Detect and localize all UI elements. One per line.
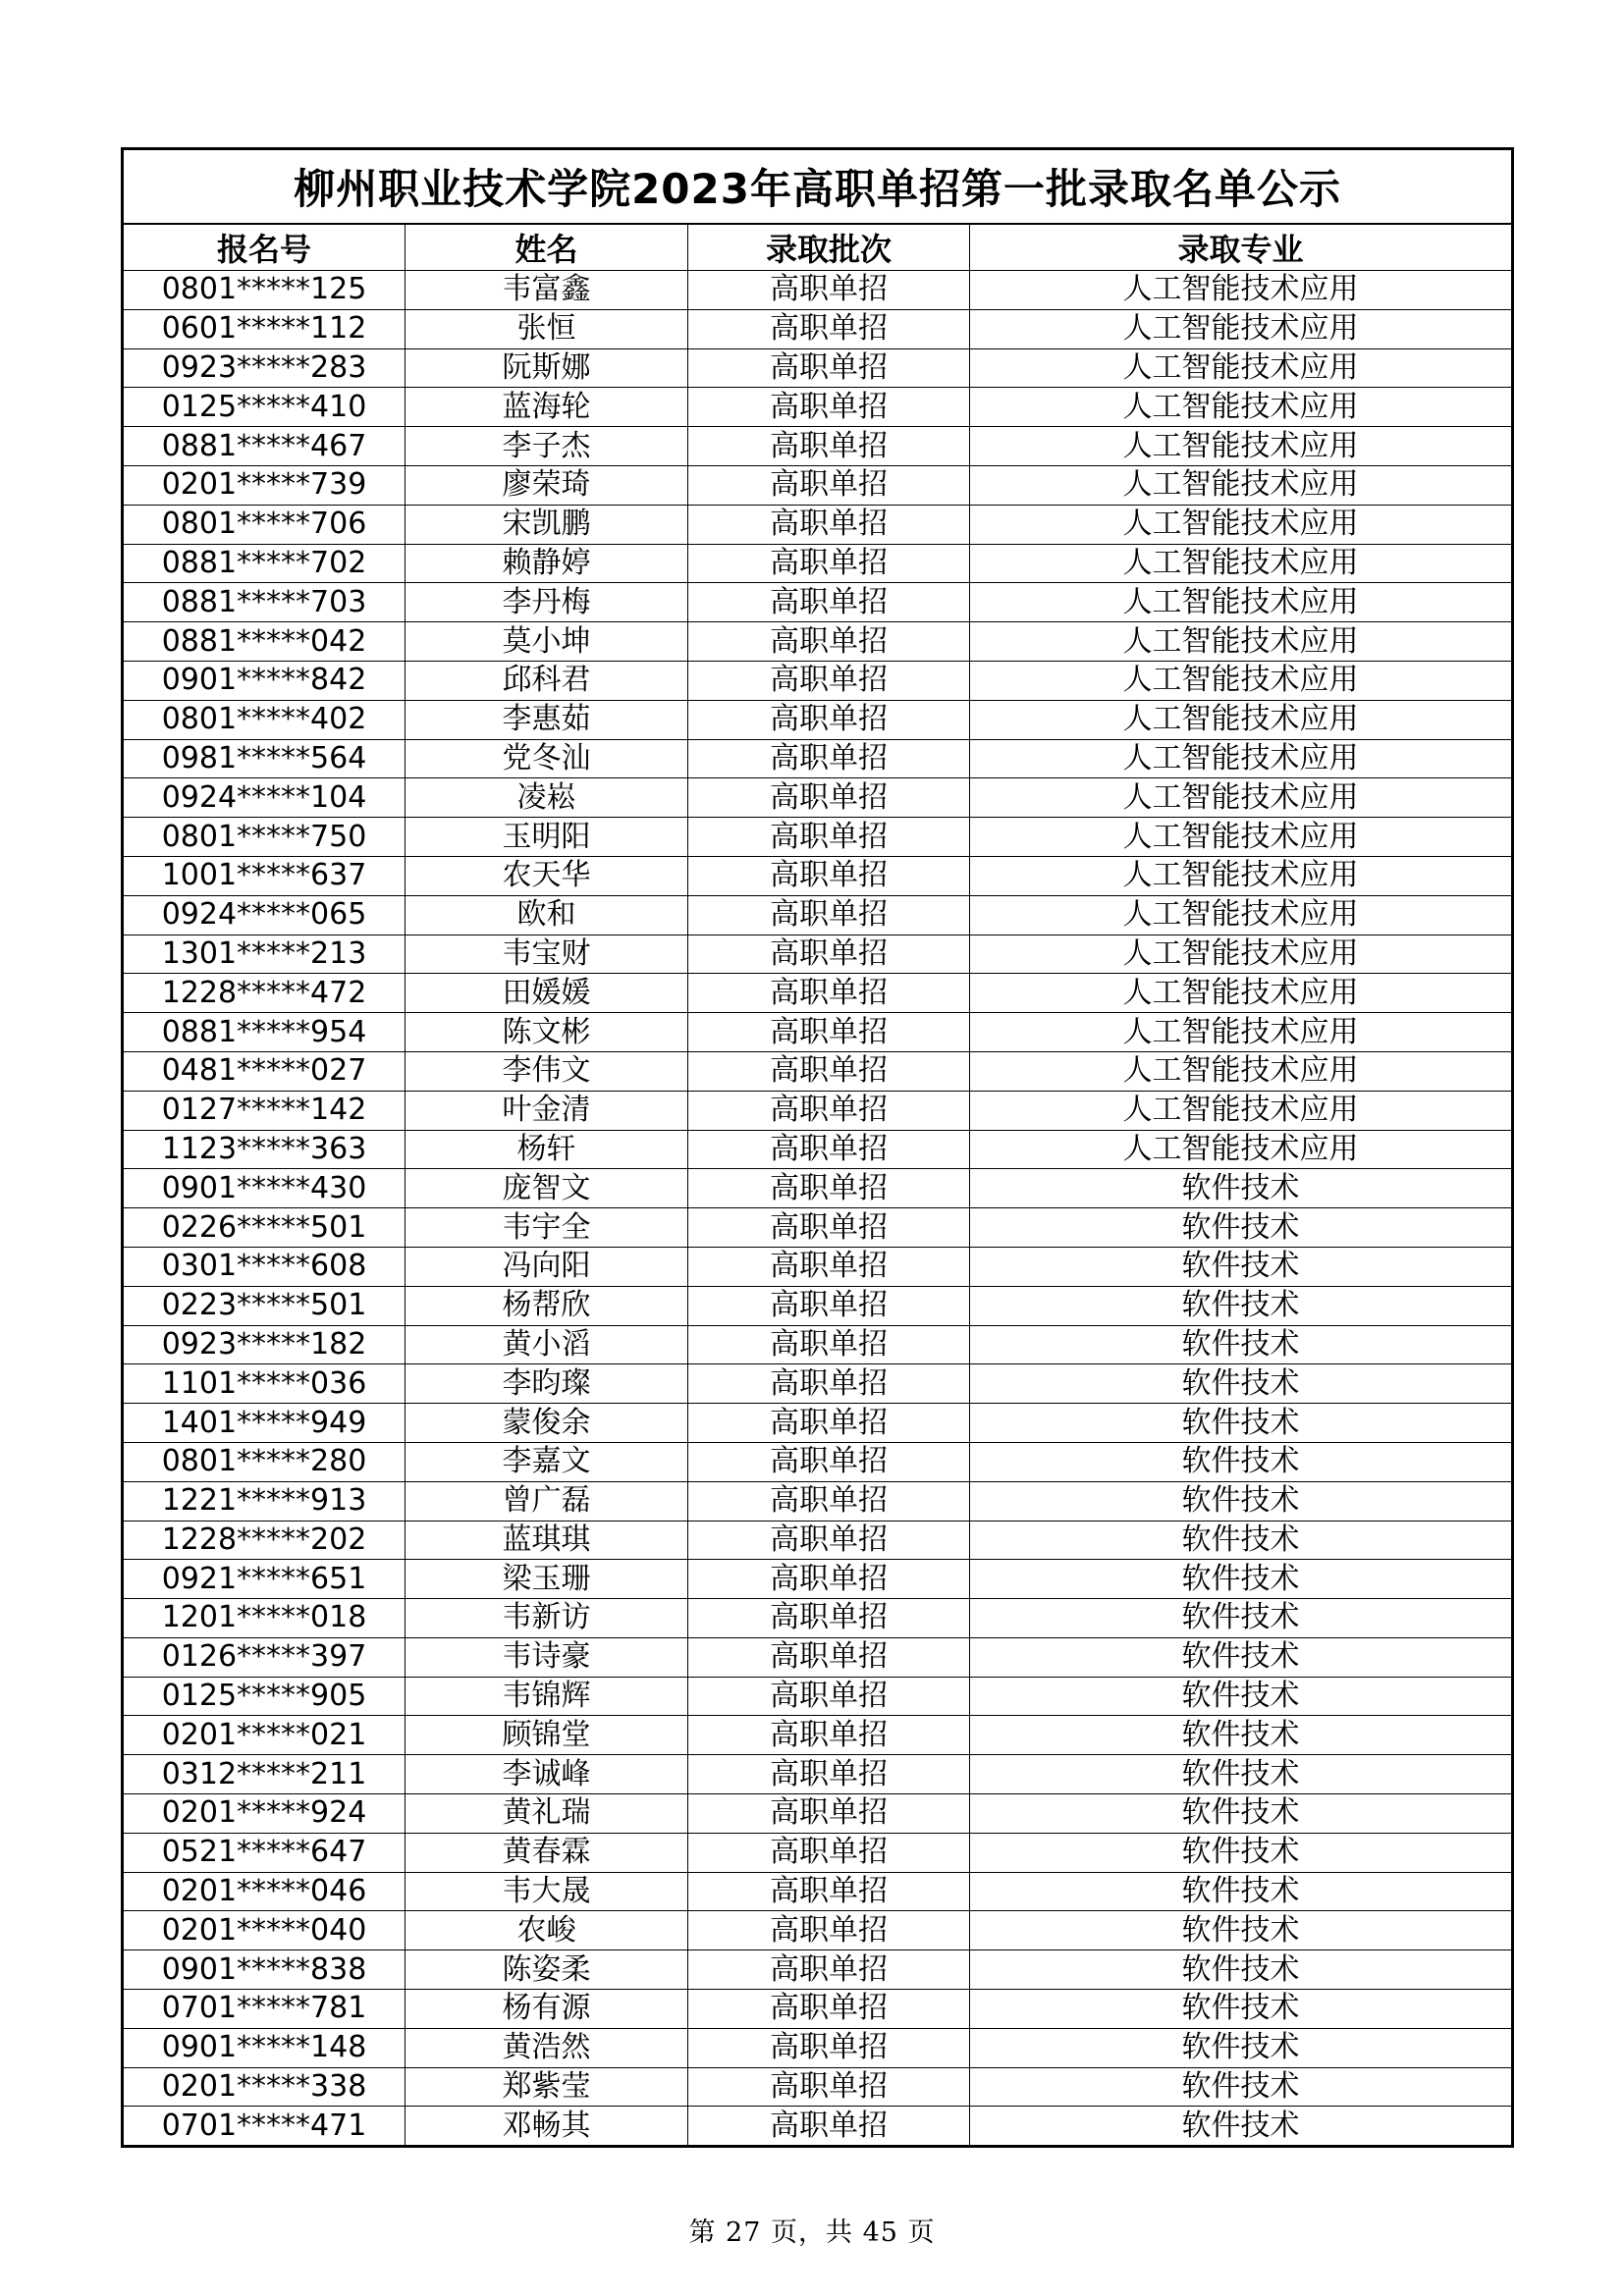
table-row [123, 427, 1513, 466]
name-cell: 杨帮欣 [406, 1286, 688, 1325]
registration-number-cell: 0201*****739 [123, 465, 406, 505]
registration-number-cell: 0924*****104 [123, 778, 406, 818]
admission-batch-cell: 高职单招 [688, 1404, 970, 1443]
table-row [123, 1286, 1513, 1325]
registration-number-cell: 0901*****430 [123, 1169, 406, 1208]
column-header-registration-number: 报名号 [123, 224, 406, 271]
admission-batch-cell: 高职单招 [688, 583, 970, 622]
name-cell: 黄小滔 [406, 1325, 688, 1364]
name-cell: 李昀璨 [406, 1364, 688, 1404]
registration-number-cell: 0223*****501 [123, 1286, 406, 1325]
registration-number-cell: 0125*****905 [123, 1677, 406, 1716]
column-header-admission-batch: 录取批次 [688, 224, 970, 271]
name-cell: 李诚峰 [406, 1755, 688, 1794]
admission-batch-cell: 高职单招 [688, 1990, 970, 2029]
admission-batch-cell: 高职单招 [688, 622, 970, 662]
table-row [123, 544, 1513, 583]
admission-batch-cell: 高职单招 [688, 1677, 970, 1716]
major-cell: 人工智能技术应用 [970, 1130, 1513, 1169]
registration-number-cell: 0901*****148 [123, 2028, 406, 2067]
table-row [123, 1404, 1513, 1443]
table-row [123, 739, 1513, 778]
registration-number-cell: 0127*****142 [123, 1091, 406, 1130]
admission-batch-cell: 高职单招 [688, 778, 970, 818]
name-cell: 冯向阳 [406, 1247, 688, 1286]
table-body [123, 271, 1513, 2147]
name-cell: 蒙俊余 [406, 1404, 688, 1443]
table-row [123, 1794, 1513, 1834]
registration-number-cell: 0201*****046 [123, 1872, 406, 1911]
admission-batch-cell: 高职单招 [688, 1716, 970, 1755]
registration-number-cell: 1228*****472 [123, 974, 406, 1013]
registration-number-cell: 0601*****112 [123, 309, 406, 348]
admission-batch-cell: 高职单招 [688, 1051, 970, 1091]
registration-number-cell: 1123*****363 [123, 1130, 406, 1169]
admission-batch-cell: 高职单招 [688, 856, 970, 895]
column-header-row [123, 224, 1513, 271]
major-cell: 软件技术 [970, 1833, 1513, 1872]
major-cell: 人工智能技术应用 [970, 778, 1513, 818]
table-row [123, 1130, 1513, 1169]
table-row [123, 1872, 1513, 1911]
admission-batch-cell: 高职单招 [688, 1911, 970, 1950]
admission-batch-cell: 高职单招 [688, 1637, 970, 1677]
table-row [123, 1755, 1513, 1794]
major-cell: 人工智能技术应用 [970, 1013, 1513, 1052]
registration-number-cell: 0881*****042 [123, 622, 406, 662]
major-cell: 软件技术 [970, 1560, 1513, 1599]
major-cell: 软件技术 [970, 1404, 1513, 1443]
registration-number-cell: 0901*****838 [123, 1950, 406, 1990]
name-cell: 阮斯娜 [406, 348, 688, 388]
major-cell: 软件技术 [970, 2028, 1513, 2067]
name-cell: 韦诗豪 [406, 1637, 688, 1677]
admission-batch-cell: 高职单招 [688, 1833, 970, 1872]
name-cell: 杨有源 [406, 1990, 688, 2029]
major-cell: 软件技术 [970, 2107, 1513, 2147]
name-cell: 李惠茹 [406, 700, 688, 739]
registration-number-cell: 0701*****781 [123, 1990, 406, 2029]
major-cell: 软件技术 [970, 1169, 1513, 1208]
admission-batch-cell: 高职单招 [688, 1755, 970, 1794]
registration-number-cell: 0201*****338 [123, 2067, 406, 2107]
registration-number-cell: 0701*****471 [123, 2107, 406, 2147]
name-cell: 郑紫莹 [406, 2067, 688, 2107]
registration-number-cell: 0201*****040 [123, 1911, 406, 1950]
admission-batch-cell: 高职单招 [688, 1013, 970, 1052]
major-cell: 人工智能技术应用 [970, 818, 1513, 857]
major-cell: 人工智能技术应用 [970, 739, 1513, 778]
admission-batch-cell: 高职单招 [688, 895, 970, 934]
table-row [123, 895, 1513, 934]
table-row [123, 1990, 1513, 2029]
table-row [123, 1637, 1513, 1677]
admission-batch-cell: 高职单招 [688, 1560, 970, 1599]
table-row [123, 1677, 1513, 1716]
major-cell: 软件技术 [970, 1872, 1513, 1911]
table-row [123, 1247, 1513, 1286]
name-cell: 廖荣琦 [406, 465, 688, 505]
name-cell: 梁玉珊 [406, 1560, 688, 1599]
registration-number-cell: 1228*****202 [123, 1521, 406, 1560]
table-row [123, 465, 1513, 505]
major-cell: 软件技术 [970, 1481, 1513, 1521]
admission-batch-cell: 高职单招 [688, 2028, 970, 2067]
name-cell: 赖静婷 [406, 544, 688, 583]
admission-batch-cell: 高职单招 [688, 1208, 970, 1248]
name-cell: 李伟文 [406, 1051, 688, 1091]
admission-batch-cell: 高职单招 [688, 1286, 970, 1325]
name-cell: 黄浩然 [406, 2028, 688, 2067]
name-cell: 莫小坤 [406, 622, 688, 662]
major-cell: 软件技术 [970, 1911, 1513, 1950]
admission-batch-cell: 高职单招 [688, 1091, 970, 1130]
name-cell: 曾广磊 [406, 1481, 688, 1521]
admission-batch-cell: 高职单招 [688, 427, 970, 466]
major-cell: 软件技术 [970, 1677, 1513, 1716]
table-row [123, 1169, 1513, 1208]
registration-number-cell: 0312*****211 [123, 1755, 406, 1794]
document-title: 柳州职业技术学院2023年高职单招第一批录取名单公示 [123, 149, 1513, 225]
name-cell: 邱科君 [406, 661, 688, 700]
major-cell: 软件技术 [970, 1521, 1513, 1560]
registration-number-cell: 0301*****608 [123, 1247, 406, 1286]
name-cell: 党冬汕 [406, 739, 688, 778]
major-cell: 软件技术 [970, 1755, 1513, 1794]
registration-number-cell: 1201*****018 [123, 1599, 406, 1638]
registration-number-cell: 1001*****637 [123, 856, 406, 895]
table-row [123, 778, 1513, 818]
admission-batch-cell: 高职单招 [688, 1364, 970, 1404]
table-row [123, 583, 1513, 622]
table-row [123, 1013, 1513, 1052]
admission-batch-cell: 高职单招 [688, 661, 970, 700]
admission-batch-cell: 高职单招 [688, 739, 970, 778]
name-cell: 邓畅其 [406, 2107, 688, 2147]
table-row [123, 622, 1513, 662]
admission-batch-cell: 高职单招 [688, 388, 970, 427]
name-cell: 韦新访 [406, 1599, 688, 1638]
name-cell: 宋凯鹏 [406, 505, 688, 544]
admission-batch-cell: 高职单招 [688, 1130, 970, 1169]
table-row [123, 2028, 1513, 2067]
table-row [123, 1521, 1513, 1560]
name-cell: 韦宇全 [406, 1208, 688, 1248]
name-cell: 李丹梅 [406, 583, 688, 622]
admission-batch-cell: 高职单招 [688, 465, 970, 505]
table-row [123, 1364, 1513, 1404]
admission-batch-cell: 高职单招 [688, 818, 970, 857]
major-cell: 软件技术 [970, 2067, 1513, 2107]
major-cell: 软件技术 [970, 1950, 1513, 1990]
table-row [123, 1833, 1513, 1872]
table-row [123, 1051, 1513, 1091]
table-row [123, 388, 1513, 427]
name-cell: 陈姿柔 [406, 1950, 688, 1990]
table-row [123, 700, 1513, 739]
registration-number-cell: 0201*****021 [123, 1716, 406, 1755]
registration-number-cell: 0923*****283 [123, 348, 406, 388]
name-cell: 黄春霖 [406, 1833, 688, 1872]
admission-batch-cell: 高职单招 [688, 974, 970, 1013]
table-row [123, 1325, 1513, 1364]
admission-batch-cell: 高职单招 [688, 1247, 970, 1286]
major-cell: 软件技术 [970, 1794, 1513, 1834]
registration-number-cell: 0481*****027 [123, 1051, 406, 1091]
major-cell: 人工智能技术应用 [970, 661, 1513, 700]
name-cell: 韦富鑫 [406, 271, 688, 310]
admission-batch-cell: 高职单招 [688, 1481, 970, 1521]
admission-batch-cell: 高职单招 [688, 2067, 970, 2107]
page-footer: 第 27 页，共 45 页 [688, 2217, 936, 2248]
admission-batch-cell: 高职单招 [688, 1872, 970, 1911]
table-row [123, 505, 1513, 544]
major-cell: 软件技术 [970, 1716, 1513, 1755]
registration-number-cell: 0201*****924 [123, 1794, 406, 1834]
admission-batch-cell: 高职单招 [688, 1521, 970, 1560]
admission-batch-cell: 高职单招 [688, 1950, 970, 1990]
major-cell: 人工智能技术应用 [970, 974, 1513, 1013]
admission-batch-cell: 高职单招 [688, 934, 970, 974]
major-cell: 人工智能技术应用 [970, 348, 1513, 388]
major-cell: 人工智能技术应用 [970, 583, 1513, 622]
column-header-name: 姓名 [406, 224, 688, 271]
admission-batch-cell: 高职单招 [688, 1794, 970, 1834]
registration-number-cell: 0226*****501 [123, 1208, 406, 1248]
table-row [123, 1716, 1513, 1755]
name-cell: 韦大晟 [406, 1872, 688, 1911]
table-row [123, 1481, 1513, 1521]
table-row [123, 818, 1513, 857]
major-cell: 软件技术 [970, 1247, 1513, 1286]
major-cell: 软件技术 [970, 1599, 1513, 1638]
major-cell: 人工智能技术应用 [970, 934, 1513, 974]
admission-batch-cell: 高职单招 [688, 1325, 970, 1364]
admission-batch-cell: 高职单招 [688, 2107, 970, 2147]
major-cell: 人工智能技术应用 [970, 309, 1513, 348]
major-cell: 软件技术 [970, 1286, 1513, 1325]
major-cell: 人工智能技术应用 [970, 427, 1513, 466]
name-cell: 李子杰 [406, 427, 688, 466]
major-cell: 软件技术 [970, 1364, 1513, 1404]
name-cell: 庞智文 [406, 1169, 688, 1208]
registration-number-cell: 0801*****125 [123, 271, 406, 310]
major-cell: 软件技术 [970, 1325, 1513, 1364]
name-cell: 张恒 [406, 309, 688, 348]
registration-number-cell: 1301*****213 [123, 934, 406, 974]
registration-number-cell: 0921*****651 [123, 1560, 406, 1599]
major-cell: 软件技术 [970, 1637, 1513, 1677]
name-cell: 凌崧 [406, 778, 688, 818]
registration-number-cell: 0801*****402 [123, 700, 406, 739]
table-row [123, 661, 1513, 700]
registration-number-cell: 0881*****702 [123, 544, 406, 583]
registration-number-cell: 0881*****703 [123, 583, 406, 622]
major-cell: 软件技术 [970, 1208, 1513, 1248]
table-row [123, 1560, 1513, 1599]
name-cell: 黄礼瑞 [406, 1794, 688, 1834]
registration-number-cell: 0521*****647 [123, 1833, 406, 1872]
table-row [123, 2067, 1513, 2107]
name-cell: 蓝琪琪 [406, 1521, 688, 1560]
name-cell: 杨轩 [406, 1130, 688, 1169]
major-cell: 人工智能技术应用 [970, 465, 1513, 505]
admission-batch-cell: 高职单招 [688, 1599, 970, 1638]
admission-batch-cell: 高职单招 [688, 309, 970, 348]
table-row [123, 1911, 1513, 1950]
major-cell: 人工智能技术应用 [970, 622, 1513, 662]
table-row [123, 1599, 1513, 1638]
name-cell: 玉明阳 [406, 818, 688, 857]
name-cell: 韦锦辉 [406, 1677, 688, 1716]
table-row [123, 348, 1513, 388]
major-cell: 人工智能技术应用 [970, 544, 1513, 583]
registration-number-cell: 1221*****913 [123, 1481, 406, 1521]
major-cell: 人工智能技术应用 [970, 271, 1513, 310]
table-row [123, 1091, 1513, 1130]
registration-number-cell: 0125*****410 [123, 388, 406, 427]
table-row [123, 1208, 1513, 1248]
registration-number-cell: 0801*****280 [123, 1442, 406, 1481]
registration-number-cell: 0924*****065 [123, 895, 406, 934]
major-cell: 人工智能技术应用 [970, 856, 1513, 895]
name-cell: 田媛媛 [406, 974, 688, 1013]
registration-number-cell: 0901*****842 [123, 661, 406, 700]
name-cell: 欧和 [406, 895, 688, 934]
admission-batch-cell: 高职单招 [688, 505, 970, 544]
name-cell: 农天华 [406, 856, 688, 895]
admission-batch-cell: 高职单招 [688, 1169, 970, 1208]
table-row [123, 856, 1513, 895]
major-cell: 人工智能技术应用 [970, 388, 1513, 427]
table-row [123, 309, 1513, 348]
table-row [123, 934, 1513, 974]
table-row [123, 2107, 1513, 2147]
registration-number-cell: 0881*****467 [123, 427, 406, 466]
major-cell: 人工智能技术应用 [970, 1051, 1513, 1091]
admission-batch-cell: 高职单招 [688, 544, 970, 583]
name-cell: 顾锦堂 [406, 1716, 688, 1755]
admission-list-table [121, 147, 1514, 2148]
admission-batch-cell: 高职单招 [688, 271, 970, 310]
title-row [123, 149, 1513, 225]
major-cell: 人工智能技术应用 [970, 1091, 1513, 1130]
admission-batch-cell: 高职单招 [688, 348, 970, 388]
registration-number-cell: 0881*****954 [123, 1013, 406, 1052]
registration-number-cell: 0981*****564 [123, 739, 406, 778]
admission-batch-cell: 高职单招 [688, 1442, 970, 1481]
major-cell: 软件技术 [970, 1990, 1513, 2029]
registration-number-cell: 0126*****397 [123, 1637, 406, 1677]
registration-number-cell: 0923*****182 [123, 1325, 406, 1364]
name-cell: 农峻 [406, 1911, 688, 1950]
major-cell: 软件技术 [970, 1442, 1513, 1481]
name-cell: 蓝海轮 [406, 388, 688, 427]
table-row [123, 974, 1513, 1013]
major-cell: 人工智能技术应用 [970, 895, 1513, 934]
name-cell: 李嘉文 [406, 1442, 688, 1481]
major-cell: 人工智能技术应用 [970, 505, 1513, 544]
admission-batch-cell: 高职单招 [688, 700, 970, 739]
name-cell: 韦宝财 [406, 934, 688, 974]
table-row [123, 1442, 1513, 1481]
name-cell: 叶金清 [406, 1091, 688, 1130]
registration-number-cell: 1101*****036 [123, 1364, 406, 1404]
major-cell: 人工智能技术应用 [970, 700, 1513, 739]
table-row [123, 271, 1513, 310]
name-cell: 陈文彬 [406, 1013, 688, 1052]
registration-number-cell: 0801*****706 [123, 505, 406, 544]
column-header-major: 录取专业 [970, 224, 1513, 271]
registration-number-cell: 0801*****750 [123, 818, 406, 857]
registration-number-cell: 1401*****949 [123, 1404, 406, 1443]
table-row [123, 1950, 1513, 1990]
